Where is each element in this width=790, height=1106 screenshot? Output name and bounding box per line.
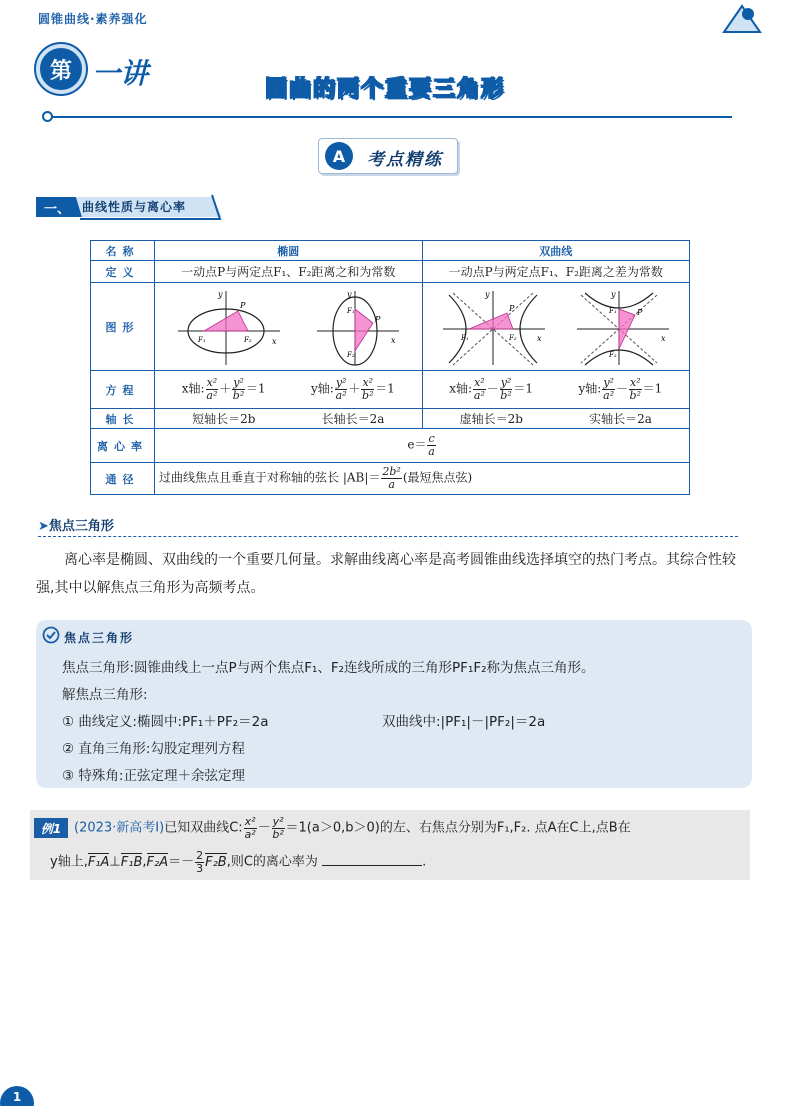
title-divider-dot (42, 111, 53, 122)
fig-focus-f2: F₂ (608, 350, 617, 359)
knowledge-box (36, 620, 752, 788)
eq-ellipse-x: x轴: $\frac{\text{x²}}{\text{a²}}$ ＋ $\frac{\text{y²}}{\text{b²}}$ ＝1 (181, 376, 266, 402)
axis-hyperbola-cell (422, 409, 690, 429)
row-header-definition: 定义 (91, 261, 155, 283)
row-header-eccentricity: 离心率 (91, 429, 155, 463)
focus-triangle-heading: ➤焦点三角形 (38, 519, 114, 534)
check-circle-icon (42, 626, 60, 644)
axis-ellipse-short: 短轴长＝2b (192, 412, 256, 426)
def-hyperbola: 一动点P与两定点F₁、F₂距离之差为常数 (422, 261, 690, 283)
sub-section-banner (36, 194, 224, 220)
fig-axis-x: x (271, 336, 277, 346)
box-line-ellipse-def: ① 曲线定义:椭圆中:PF₁＋PF₂＝2a (62, 714, 269, 730)
fig-axis-y: y (346, 289, 352, 299)
corner-decoration-icon (722, 2, 762, 38)
box-line-hyperbola-def: 双曲线中:|PF₁|－|PF₂|＝2a (382, 714, 546, 730)
row-header-axis: 轴长 (91, 409, 155, 429)
fig-axis-y: y (484, 289, 490, 299)
example-line-1: (2023·新高考Ⅰ)已知双曲线C: $\frac{\text{x²}}{\text{a²}}$ － $\frac{\text{y²}}{\text{b²}}$ ＝1(a＞0,b＞0)的左、右焦点分别为F₁,F₂. 点A在C上,点B在 (74, 815, 631, 841)
example-line-2: y轴上,F₁A⊥F₁B,F₂A＝－ $\frac{2}{3}$ F₂B,则C的离心率为 . (50, 849, 427, 875)
axis-hyperbola-real: 实轴长＝2a (589, 412, 652, 426)
example-problem (30, 810, 750, 880)
section-a-header (318, 138, 458, 174)
fig-axis-x: x (536, 333, 542, 343)
box-line-right-triangle: ② 直角三角形:勾股定理列方程 (62, 741, 245, 757)
title-divider (46, 116, 732, 118)
intro-paragraph: 离心率是椭圆、双曲线的一个重要几何量。求解曲线离心率是高考圆锥曲线选择填空的热门考点。其综合性较强,其中以解焦点三角形为高频考点。 (36, 552, 736, 596)
fig-axis-x: x (660, 333, 666, 343)
fig-focus-f2: F₂ (508, 333, 517, 342)
fig-hyperbola-cell (422, 283, 690, 371)
fig-focus-f1: F₁ (460, 333, 469, 342)
fig-point-p: P (374, 314, 381, 324)
page-number: 1 (0, 1086, 34, 1106)
col-hyperbola: 双曲线 (422, 241, 690, 261)
fig-axis-y: y (610, 289, 616, 299)
hyperbola-vertical-figure (573, 287, 673, 367)
eccentricity-cell: e＝ $\frac{c}{a}$ (155, 429, 690, 463)
eq-ellipse-y: y轴: $\frac{\text{y²}}{\text{a²}}$ ＋ $\frac{\text{x²}}{\text{b²}}$ ＝1 (310, 376, 395, 402)
col-ellipse: 椭圆 (155, 241, 423, 261)
properties-table (90, 240, 690, 495)
latus-cell: 过曲线焦点且垂直于对称轴的弦长 |AB|＝ $\frac{\text{2b²}}{a}$ (最短焦点弦) (155, 463, 690, 495)
lecture-label: 一讲 (92, 57, 149, 90)
eq-ellipse-cell (155, 371, 423, 409)
fig-focus-f1: F₁ (197, 335, 206, 344)
example-source: (2023·新高考Ⅰ) (74, 820, 165, 836)
fig-focus-f1: F₁ (346, 306, 355, 315)
def-ellipse: 一动点P与两定点F₁、F₂距离之和为常数 (155, 261, 423, 283)
ellipse-vertical-figure (313, 287, 403, 367)
answer-blank[interactable] (322, 852, 422, 866)
fig-focus-f2: F₂ (243, 335, 252, 344)
row-header-name: 名称 (91, 241, 155, 261)
box-line-solve: 解焦点三角形: (62, 687, 148, 703)
box-line-definition: 焦点三角形:圆锥曲线上一点P与两个焦点F₁、F₂连线所成的三角形PF₁F₂称为焦点三角形。 (62, 660, 595, 676)
page-title: 圆曲的两个重要三角形 (265, 77, 506, 102)
fig-focus-f1: F₁ (608, 306, 617, 315)
eq-hyperbola-x: x轴: $\frac{\text{x²}}{\text{a²}}$ － $\frac{\text{y²}}{\text{b²}}$ ＝1 (449, 376, 533, 402)
fig-focus-f2: F₂ (346, 350, 355, 359)
row-header-equation: 方程 (91, 371, 155, 409)
section-a-badge: A (325, 142, 353, 170)
lecture-badge: 第 (36, 44, 86, 94)
fig-point-p: P (239, 300, 246, 310)
box-line-special-angle: ③ 特殊角:正弦定理＋余弦定理 (62, 768, 245, 784)
fig-point-p: P (636, 307, 643, 317)
fig-point-p: P (508, 303, 515, 313)
axis-hyperbola-imag: 虚轴长＝2b (459, 412, 523, 426)
fig-axis-y: y (217, 289, 223, 299)
fig-ellipse-cell (155, 283, 423, 371)
focus-divider (38, 536, 738, 537)
ellipse-horizontal-figure (174, 287, 284, 367)
example-badge: 例1 (34, 818, 68, 838)
row-header-latus: 通径 (91, 463, 155, 495)
sub-section-label: 曲线性质与离心率 (82, 200, 187, 214)
sub-section-number: 一、 (44, 202, 71, 217)
axis-ellipse-cell (155, 409, 423, 429)
box-title: 焦点三角形 (64, 631, 135, 645)
eq-hyperbola-y: y轴: $\frac{\text{y²}}{\text{a²}}$ － $\frac{\text{x²}}{\text{b²}}$ ＝1 (578, 376, 663, 402)
hyperbola-horizontal-figure (439, 287, 549, 367)
section-a-label: 考点精练 (367, 150, 443, 170)
arrow-icon: ➤ (38, 519, 49, 534)
axis-ellipse-long: 长轴长＝2a (321, 412, 385, 426)
fig-axis-x: x (390, 335, 396, 345)
row-header-figure: 图形 (91, 283, 155, 371)
eq-hyperbola-cell (422, 371, 690, 409)
series-title: 圆锥曲线·素养强化 (38, 12, 148, 26)
